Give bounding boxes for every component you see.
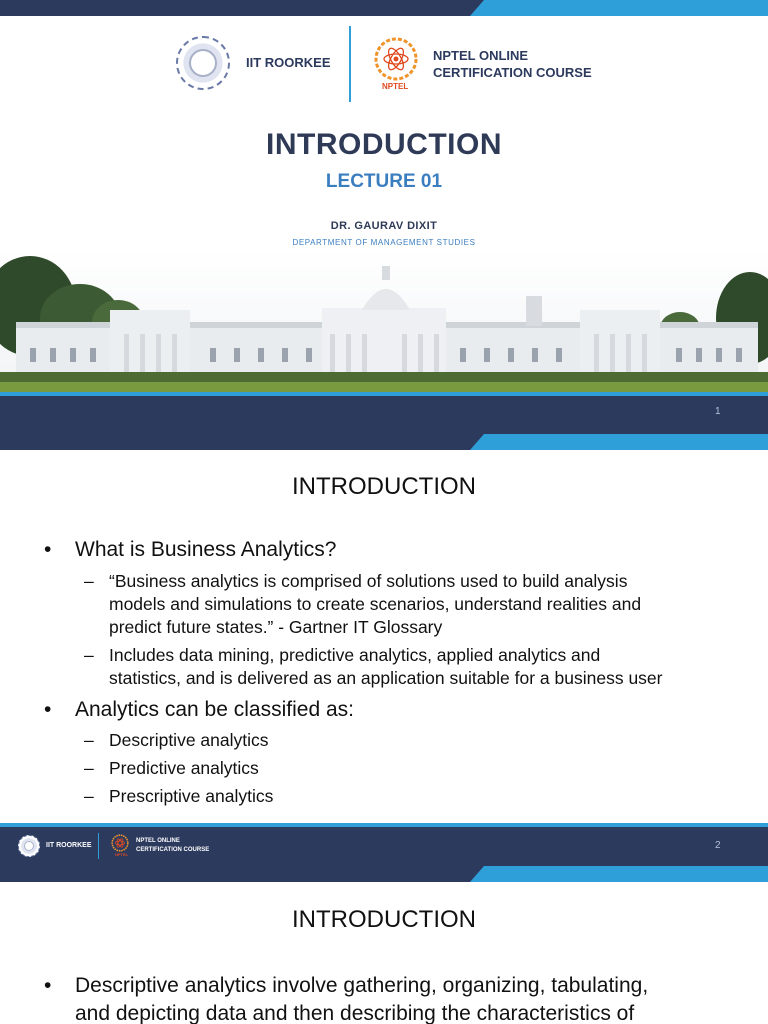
course-line-2: CERTIFICATION COURSE <box>433 65 592 80</box>
iit-roorkee-seal-icon <box>176 36 230 90</box>
org-name: IIT ROORKEE <box>246 55 331 70</box>
department-name: DEPARTMENT OF MANAGEMENT STUDIES <box>292 238 476 247</box>
course-name <box>433 47 592 81</box>
content-slide-3: INTRODUCTION • Descriptive analytics involve gathering, organizing, tabulating, and depicting data and then describing the characteristics of <box>0 866 768 1024</box>
page-number: 1 <box>715 406 721 417</box>
course-line-1: NPTEL ONLINE <box>433 48 529 63</box>
nptel-logo-icon <box>111 834 129 852</box>
title-slide <box>0 0 768 450</box>
campus-building-photo <box>0 248 768 392</box>
bullet-dot-icon: • <box>44 698 52 721</box>
dash-icon: – <box>84 571 94 591</box>
footer-org-name: IIT ROORKEE <box>46 842 92 849</box>
footer-nptel-caption: NPTEL <box>115 852 129 857</box>
top-banner-accent <box>470 0 768 16</box>
dash-icon: – <box>84 730 94 750</box>
lecture-number: LECTURE 01 <box>325 171 443 192</box>
dash-icon: – <box>84 645 94 665</box>
nptel-logo-icon <box>373 36 419 82</box>
content-slide-2: INTRODUCTION • What is Business Analytics? – “Business analytics is comprised of solutions used to build analysis models and simulations to create scenarios, understand realities and predict future states.” - Gartner IT Glossary – Includes data mining, predictive analytics, applied analytics and statistics, and is delivered as an application suitable for a business user • Analytics can be classified as: – Descriptive analytics – Predictive analytics – Prescriptive analytics IIT ROORKEE NPTEL NPTEL ONLINE CERTIFICATION COURSE 2 <box>0 450 768 866</box>
nptel-logo-caption: NPTEL <box>382 82 409 91</box>
footer-logo-divider <box>98 833 99 859</box>
footer-course-line-1: NPTEL ONLINE <box>136 838 180 844</box>
page-number: 2 <box>715 840 721 851</box>
slide-separator-accent <box>470 434 768 450</box>
title-slide-footer <box>0 392 768 434</box>
dash-icon: – <box>84 758 94 778</box>
slide-title: INTRODUCTION <box>292 473 476 500</box>
footer-accent-line <box>0 392 768 396</box>
footer-course-line-2: CERTIFICATION COURSE <box>136 847 210 853</box>
logo-divider <box>349 26 351 102</box>
slide-title: INTRODUCTION <box>266 128 502 161</box>
bullet-dot-icon: • <box>44 538 52 561</box>
bullet-dot-icon: • <box>44 974 52 997</box>
slide-separator-accent <box>470 866 768 882</box>
iit-roorkee-seal-icon <box>18 835 40 857</box>
slide-title: INTRODUCTION <box>292 906 476 933</box>
dash-icon: – <box>84 786 94 806</box>
footer-course-name <box>136 837 209 855</box>
author-name: DR. GAURAV DIXIT <box>330 220 438 232</box>
footer-accent-line <box>0 823 768 827</box>
